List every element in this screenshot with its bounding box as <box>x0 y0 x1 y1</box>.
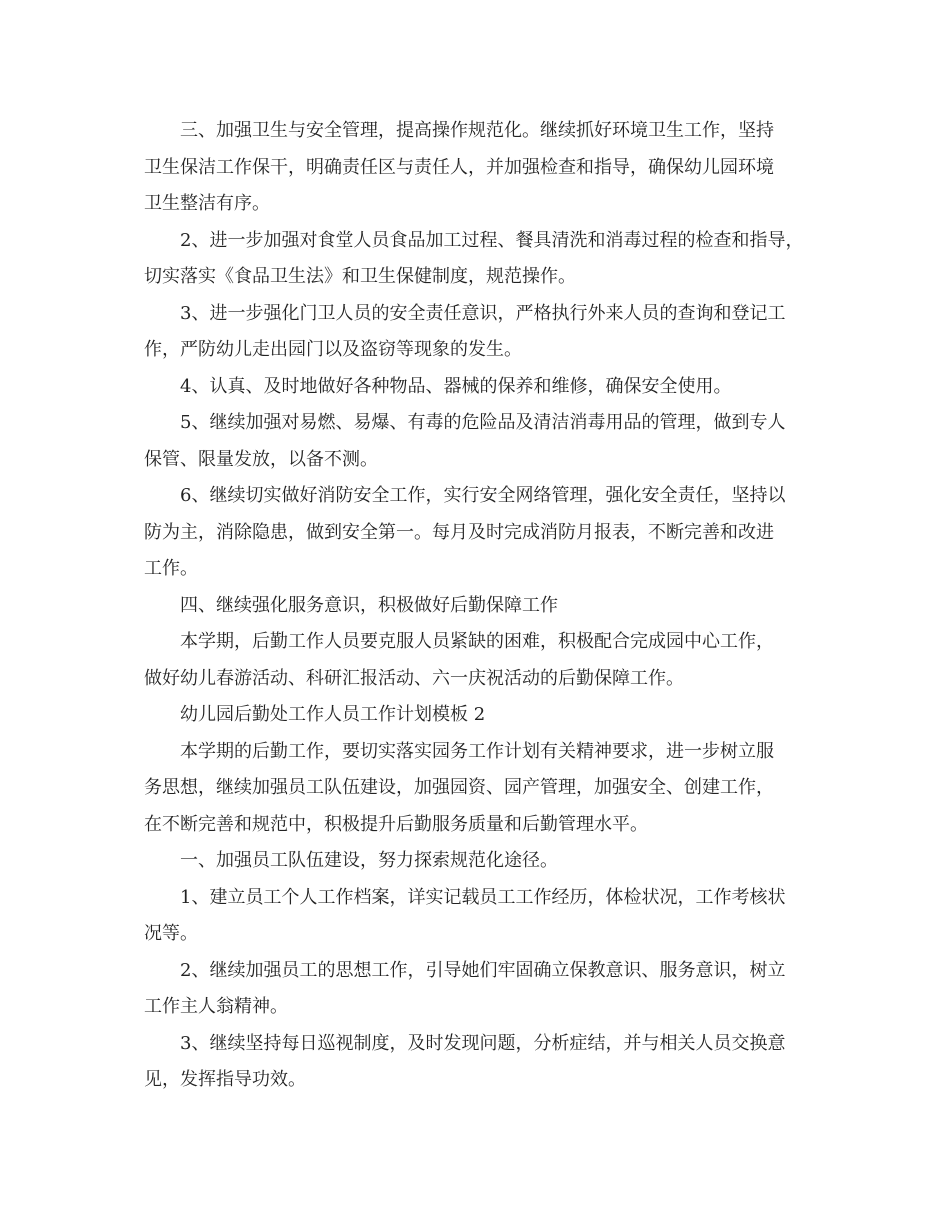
text-line: 3、继续坚持每日巡视制度，及时发现问题，分析症结，并与相关人员交换意 <box>180 1032 786 1054</box>
text-line: 1、建立员工个人工作档案，详实记载员工工作经历，体检状况，工作考核状 <box>180 886 786 908</box>
text-line: 2、进一步加强对食堂人员食品加工过程、餐具清洗和消毒过程的检查和指导， <box>180 229 804 251</box>
text-line: 本学期，后勤工作人员要克服人员紧缺的困难，积极配合完成园中心工作， <box>180 631 774 652</box>
document-body <box>144 113 824 1099</box>
text-line: 6、继续切实做好消防安全工作，实行安全网络管理，强化安全责任，坚持以 <box>180 485 786 506</box>
text-line: 工作。 <box>144 558 198 579</box>
text-line: 防为主，消除隐患，做到安全第一。每月及时完成消防月报表，不断完善和改进 <box>144 521 774 543</box>
text-line: 况等。 <box>144 923 198 944</box>
text-line: 卫生保洁工作保干，明确责任区与责任人，并加强检查和指导，确保幼儿园环境 <box>144 156 774 178</box>
text-line: 2、继续加强员工的思想工作，引导她们牢固确立保教意识、服务意识，树立 <box>180 959 786 981</box>
text-line: 5、继续加强对易燃、易爆、有毒的危险品及清洁消毒用品的管理，做到专人 <box>180 412 786 433</box>
text-line: 一、加强员工队伍建设，努力探索规范化途径。 <box>180 850 558 871</box>
text-line: 见，发挥指导功效。 <box>144 1069 306 1090</box>
text-line: 在不断完善和规范中，积极提升后勤服务质量和后勤管理水平。 <box>144 813 648 835</box>
text-line: 本学期的后勤工作，要切实落实园务工作计划有关精神要求，进一步树立服 <box>180 740 774 762</box>
text-line: 切实落实《食品卫生法》和卫生保健制度，规范操作。 <box>144 266 576 287</box>
text-line: 务思想，继续加强员工队伍建设，加强园资、园产管理，加强安全、创建工作， <box>144 777 774 798</box>
text-line: 幼儿园后勤处工作人员工作计划模板 2 <box>180 704 486 725</box>
text-line: 保管、限量发放，以备不测。 <box>144 448 378 470</box>
text-line: 三、加强卫生与安全管理，提高操作规范化。继续抓好环境卫生工作，坚持 <box>180 120 774 141</box>
text-line: 3、进一步强化门卫人员的安全责任意识，严格执行外来人员的查询和登记工 <box>180 302 786 324</box>
text-line: 四、继续强化服务意识，积极做好后勤保障工作 <box>180 594 558 616</box>
text-line: 工作主人翁精神。 <box>144 996 288 1017</box>
text-line: 做好幼儿春游活动、科研汇报活动、六一庆祝活动的后勤保障工作。 <box>144 667 684 689</box>
text-line: 作，严防幼儿走出园门以及盗窃等现象的发生。 <box>144 339 522 360</box>
text-line: 卫生整洁有序。 <box>144 193 270 214</box>
text-line: 4、认真、及时地做好各种物品、器械的保养和维修，确保安全使用。 <box>180 375 732 397</box>
